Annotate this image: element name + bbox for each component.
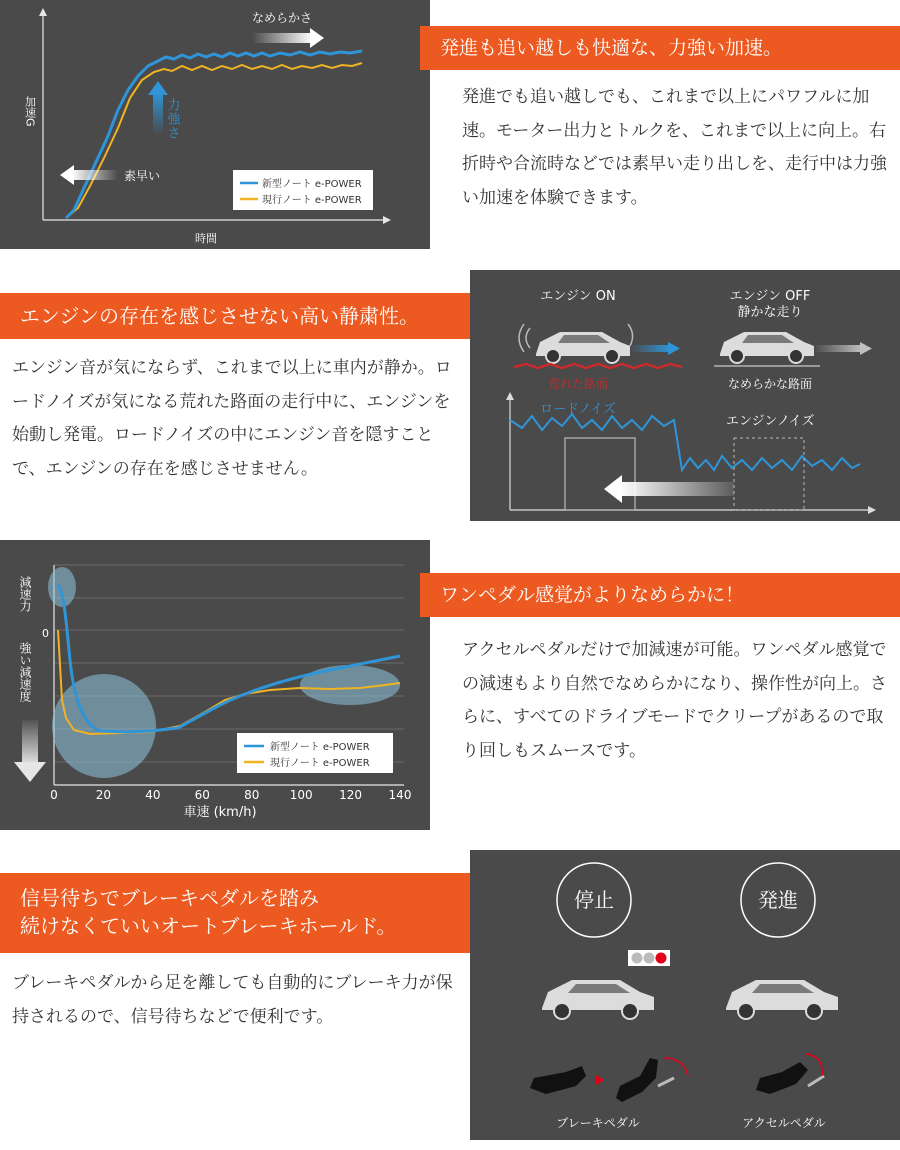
quietness-diagram <box>470 270 900 521</box>
x-axis-label: 時間 <box>195 232 217 245</box>
x-tick-label: 120 <box>339 788 363 802</box>
section1-heading <box>420 26 900 70</box>
highlight-low <box>52 674 156 778</box>
section1-heading-text: 発進も追い越しも快適な、力強い加速。 <box>440 37 783 59</box>
car-icon-go <box>726 980 838 1019</box>
y-label-strong: 強い減速度 <box>18 642 32 702</box>
smooth-arrow <box>252 33 312 43</box>
y-axis-label: 加速G <box>23 96 37 127</box>
legend-current: 現行ノート e-POWER <box>270 758 370 769</box>
section2-heading-text: エンジンの存在を感じさせない高い静粛性。 <box>20 304 419 328</box>
brake-foot-icon-2 <box>616 1058 674 1102</box>
smooth-road-label: なめらかな路面 <box>727 377 813 391</box>
quick-arrow <box>72 170 118 180</box>
x-axis-label: 車速 (km/h) <box>183 805 257 820</box>
engine-noise-label: エンジンノイズ <box>726 414 815 429</box>
x-tick-label: 20 <box>95 788 112 802</box>
legend-current: 現行ノート e-POWER <box>262 195 362 206</box>
quick-label: 素早い <box>124 169 161 183</box>
power-label: 力強さ <box>164 98 180 140</box>
engine-off-label: エンジン OFF <box>729 289 811 304</box>
legend <box>237 733 393 773</box>
section2-heading <box>0 293 480 339</box>
section3-heading-text: ワンペダル感覚がよりなめらかに！ <box>440 584 745 606</box>
deceleration-graph <box>0 540 430 830</box>
power-arrow <box>153 93 163 135</box>
section4-body: ブレーキペダルから足を離しても自動的にブレーキ力が保持されるので、信号待ちなどで便利です。 <box>12 973 453 1027</box>
x-tick-label: 100 <box>289 788 313 802</box>
brake-foot-icon-1 <box>530 1066 586 1094</box>
accel-foot-icon <box>756 1062 824 1094</box>
brake-hold-diagram-panel <box>470 850 900 1140</box>
section2-body: エンジン音が気にならず、これまで以上に車内が静か。ロードノイズが気になる荒れた路面の走行中に、エンジンを始動し発電。ロードノイズの中にエンジン音を隠すことで、エンジンの存在を感じさせません。 <box>12 358 452 479</box>
car-icon-left <box>536 332 630 363</box>
brake-hold-diagram <box>470 850 900 1140</box>
stop-label: 停止 <box>574 888 614 912</box>
car-icon-stop <box>542 980 654 1019</box>
y-label-top: 減速力 <box>18 576 32 612</box>
section1-body: 発進でも追い越しでも、これまで以上にパワフルに加速。モーター出力とトルクを、これまで以上に向上。右折時や合流時などでは素早い走り出しを、走行中は力強い加速を体験できます。 <box>462 87 887 208</box>
press-arrow <box>806 1054 822 1076</box>
x-tick-label: 140 <box>388 788 412 802</box>
zero-label: 0 <box>42 627 49 640</box>
x-tick-label: 40 <box>145 788 161 802</box>
smooth-label: なめらかさ <box>252 11 313 25</box>
engine-on-label: エンジン ON <box>540 289 616 304</box>
release-arrow <box>664 1058 688 1076</box>
legend <box>233 170 373 210</box>
road-noise-label: ロードノイズ <box>540 402 616 417</box>
section4-heading-line1: 信号待ちでブレーキペダルを踏み <box>20 886 319 910</box>
x-tick-label: 80 <box>244 788 260 802</box>
section3-heading <box>420 573 900 617</box>
down-arrow <box>14 762 46 782</box>
go-label: 発進 <box>758 888 798 912</box>
quiet-run-label: 静かな走り <box>737 305 803 320</box>
x-tick-label: 0 <box>50 788 58 802</box>
deceleration-graph-panel <box>0 540 430 830</box>
car-icon-right <box>720 332 814 363</box>
rough-road-line <box>514 364 682 368</box>
brake-pedal-label: ブレーキペダル <box>556 1116 640 1130</box>
rough-road-label: 荒れた路面 <box>547 377 609 391</box>
acceleration-graph-panel <box>0 0 430 249</box>
section3-body: アクセルペダルだけで加減速が可能。ワンペダル感覚での減速もより自然でなめらかになり、操作性が向上。さらに、すべてのドライブモードでクリープがあるので取り回しもスムースです。 <box>462 640 887 761</box>
quietness-diagram-panel <box>470 270 900 521</box>
legend-new: 新型ノート e-POWER <box>262 179 362 190</box>
x-tick-labels <box>50 788 411 802</box>
accel-pedal-label: アクセルペダル <box>742 1116 826 1130</box>
section4-heading-line2: 続けなくていいオートブレーキホールド。 <box>20 914 397 938</box>
section4-heading <box>0 873 480 953</box>
x-tick-label: 60 <box>194 788 210 802</box>
acceleration-graph <box>0 0 430 249</box>
traffic-light-icon <box>628 950 670 966</box>
legend-new: 新型ノート e-POWER <box>270 742 370 753</box>
